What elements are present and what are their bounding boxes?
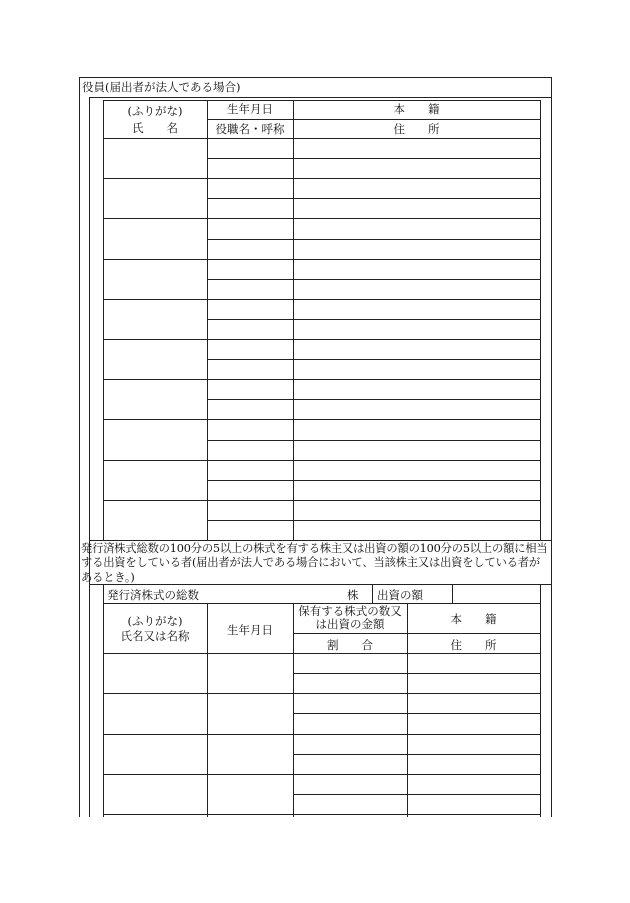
officers-table-right-border [540, 100, 541, 540]
total-shares-left-border [103, 584, 104, 603]
officer-address-field[interactable] [294, 521, 539, 539]
shareholders-honseki-header: 本 籍 [450, 612, 497, 626]
officer-name-field[interactable] [104, 340, 206, 378]
shareholder-honseki-field[interactable] [408, 735, 539, 753]
officers-header-mid-divider [207, 119, 540, 120]
officer-honseki-field[interactable] [294, 340, 539, 358]
officer-honseki-field[interactable] [294, 461, 539, 479]
officer-position-field[interactable] [208, 360, 292, 378]
shares-unit: 株 [347, 588, 359, 602]
shareholder-name-field[interactable] [104, 735, 206, 773]
officer-honseki-field[interactable] [294, 501, 539, 519]
officer-name-field[interactable] [104, 300, 206, 338]
officer-honseki-field[interactable] [294, 139, 539, 157]
officer-address-field[interactable] [294, 360, 539, 378]
officer-name-field[interactable] [104, 461, 206, 499]
shareholder-holdings-field[interactable] [294, 775, 406, 793]
officer-position-field[interactable] [208, 159, 292, 177]
officer-honseki-field[interactable] [294, 380, 539, 398]
officer-position-field[interactable] [208, 481, 292, 499]
shareholders-table-right-border [540, 603, 541, 817]
shareholder-name-field[interactable] [104, 694, 206, 732]
officer-position-field[interactable] [208, 240, 292, 258]
shareholders-section-divider [89, 540, 551, 541]
officer-position-field[interactable] [208, 199, 292, 217]
officer-birthdate-field[interactable] [208, 501, 292, 519]
capital-amount-field[interactable] [453, 585, 539, 602]
officer-name-field[interactable] [104, 219, 206, 257]
officer-position-field[interactable] [208, 400, 292, 418]
officers-honseki-header: 本 籍 [393, 102, 440, 116]
shareholder-ratio-field[interactable] [294, 674, 406, 692]
officer-birthdate-field[interactable] [208, 420, 292, 438]
officer-honseki-field[interactable] [294, 219, 539, 237]
shareholder-address-field[interactable] [408, 795, 539, 813]
officer-name-field[interactable] [104, 420, 206, 458]
shareholder-holdings-field[interactable] [294, 694, 406, 712]
officer-birthdate-field[interactable] [208, 340, 292, 358]
officers-position-header: 役職名・呼称 [215, 122, 285, 136]
shareholder-holdings-field[interactable] [294, 654, 406, 672]
officer-address-field[interactable] [294, 441, 539, 459]
officer-name-field[interactable] [104, 380, 206, 418]
shareholder-birthdate-field[interactable] [208, 775, 292, 813]
officers-address-header: 住 所 [393, 122, 440, 136]
total-shares-field[interactable] [203, 585, 443, 602]
total-shares-right-border [540, 584, 541, 603]
outer-right-border [551, 77, 552, 817]
officer-position-field[interactable] [208, 441, 292, 459]
officer-name-field[interactable] [104, 501, 206, 539]
officer-birthdate-field[interactable] [208, 260, 292, 278]
shareholders-ratio-header: 割 合 [327, 638, 373, 652]
shareholder-name-field[interactable] [104, 654, 206, 692]
officer-honseki-field[interactable] [294, 260, 539, 278]
officers-title-divider [89, 97, 551, 98]
shareholders-section-title: 発行済株式総数の100分の5以上の株式を有する株主又は出資の額の100分の5以上の額に相当する出資をしている者(届出者が法人である場合において、当該株主又は出資をしている者があるとき。) [81, 542, 548, 584]
officer-address-field[interactable] [294, 159, 539, 177]
shareholders-holdings-header: 保有する株式の数又は出資の金額 [298, 604, 402, 631]
officer-name-field[interactable] [104, 179, 206, 217]
officers-table-top-border [103, 100, 540, 101]
shareholder-address-field[interactable] [408, 755, 539, 773]
officer-name-field[interactable] [104, 260, 206, 298]
officers-name-header: 氏 名 [132, 121, 178, 135]
officer-name-field[interactable] [104, 139, 206, 177]
officers-furigana-header: (ふりがな) [127, 104, 183, 118]
shareholder-birthdate-field[interactable] [208, 694, 292, 732]
shareholders-table-top-border [103, 603, 540, 604]
shareholders-header-mid-divider [293, 633, 540, 634]
officer-honseki-field[interactable] [294, 179, 539, 197]
officer-position-field[interactable] [208, 320, 292, 338]
officer-honseki-field[interactable] [294, 300, 539, 318]
shareholder-holdings-field[interactable] [294, 735, 406, 753]
officer-address-field[interactable] [294, 240, 539, 258]
officer-address-field[interactable] [294, 400, 539, 418]
officer-honseki-field[interactable] [294, 420, 539, 438]
shareholder-ratio-field[interactable] [294, 755, 406, 773]
shareholder-address-field[interactable] [408, 674, 539, 692]
shareholder-honseki-field[interactable] [408, 694, 539, 712]
shareholder-honseki-field[interactable] [408, 775, 539, 793]
shareholders-birthdate-header: 生年月日 [227, 623, 273, 637]
officer-birthdate-field[interactable] [208, 139, 292, 157]
officer-position-field[interactable] [208, 280, 292, 298]
officers-section-title: 役員(届出者が法人である場合) [82, 80, 241, 94]
shareholders-row-bottom-border [103, 814, 540, 815]
officer-birthdate-field[interactable] [208, 219, 292, 237]
officer-birthdate-field[interactable] [208, 179, 292, 197]
shareholder-birthdate-field[interactable] [208, 654, 292, 692]
capital-label: 出資の額 [377, 588, 423, 602]
top-border [79, 77, 551, 78]
officer-address-field[interactable] [294, 320, 539, 338]
shareholder-honseki-field[interactable] [408, 654, 539, 672]
shareholders-address-header: 住 所 [450, 638, 497, 652]
officer-birthdate-field[interactable] [208, 300, 292, 318]
shareholder-ratio-field[interactable] [294, 714, 406, 732]
officer-address-field[interactable] [294, 481, 539, 499]
shareholders-furigana-header: (ふりがな) [127, 614, 183, 628]
officer-position-field[interactable] [208, 521, 292, 539]
shareholder-birthdate-field[interactable] [208, 735, 292, 773]
officer-birthdate-field[interactable] [208, 380, 292, 398]
total-shares-label: 発行済株式の総数 [107, 588, 199, 602]
officer-birthdate-field[interactable] [208, 461, 292, 479]
shareholders-name-header: 氏名又は名称 [120, 629, 190, 643]
shareholder-address-field[interactable] [408, 714, 539, 732]
outer-left-border [79, 77, 80, 817]
inner-left-border [89, 97, 90, 817]
shareholder-name-field[interactable] [104, 775, 206, 813]
officers-birthdate-header: 生年月日 [227, 102, 273, 116]
officer-address-field[interactable] [294, 199, 539, 217]
officer-address-field[interactable] [294, 280, 539, 298]
shareholder-ratio-field[interactable] [294, 795, 406, 813]
